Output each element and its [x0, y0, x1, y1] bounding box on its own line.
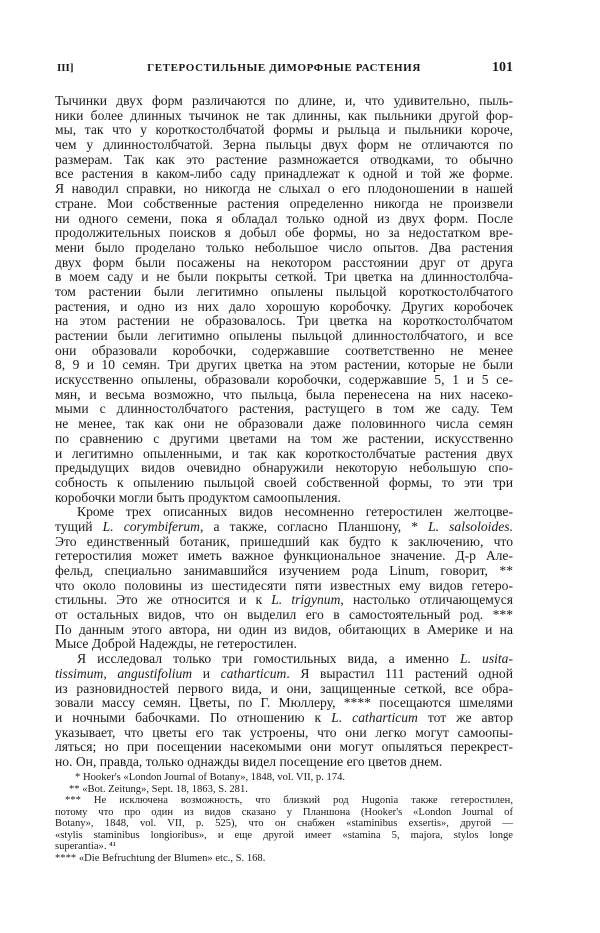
- text-line: [55, 564, 513, 579]
- text-line: [55, 772, 513, 784]
- text-line: [55, 818, 513, 830]
- text-line: [55, 344, 513, 359]
- text-line: [55, 535, 513, 550]
- chapter-title: ГЕТЕРОСТИЛЬНЫЕ ДИМОРФНЫЕ РАСТЕНИЯ: [147, 62, 421, 74]
- text-line: [55, 579, 513, 594]
- text-segment: Это единственный ботаник, пришедший как будто к заключению, что: [55, 533, 513, 549]
- text-segment: Мысе Доброй Надежды, не гетеростилен.: [55, 636, 297, 652]
- text-line: [55, 300, 513, 315]
- text-segment: по сравнению с другими цветами на том же растении, искусственно: [55, 430, 513, 446]
- italic-text: L. corymbiferum: [102, 518, 200, 534]
- text-segment: * Hooker's «London Journal of Botany», 1848, vol. VII, p. 174.: [75, 772, 346, 783]
- text-segment: . Я вырастил 111 растений одной: [286, 665, 513, 681]
- text-segment: , настолько отличающемуся: [340, 592, 513, 608]
- text-segment: искусственно опылены, образовали коробочки, содержавшие 5, 1 и 5 се-: [55, 372, 513, 388]
- text-segment: superantia». ⁴¹: [55, 841, 116, 852]
- text-segment: , а также, согласно Планшону, *: [199, 518, 429, 534]
- italic-text: L. usita-: [460, 651, 514, 667]
- text-segment: чем у длинностолбчатой. Зерна пыльцы двух форм не отличаются по: [55, 137, 513, 153]
- page-number: 101: [492, 60, 513, 75]
- text-line: [55, 667, 513, 682]
- text-segment: размерам. Так как это растение размножается отводками, то обычно: [55, 151, 513, 167]
- footnote: [55, 784, 513, 796]
- text-line: [55, 853, 513, 865]
- text-line: [55, 388, 513, 403]
- text-segment: стране. Мои собственные растения определенно никогда не произвели: [55, 195, 513, 211]
- text-line: [55, 652, 513, 667]
- text-segment: и ночными бабочками. По отношению к: [55, 709, 332, 725]
- text-line: [55, 637, 513, 652]
- text-segment: указывает, что цветы его так устроены, что они легко могут самоопы-: [55, 724, 513, 740]
- text-line: [55, 417, 513, 432]
- text-segment: По данным этого автора, ни один из видов, обитающих в Америке и на: [55, 621, 513, 637]
- text-segment: от остальных видов, что он выделил его в самостоятельный род. ***: [55, 607, 513, 623]
- section-marker: III]: [57, 62, 74, 74]
- text-line: [55, 696, 513, 711]
- text-segment: они образовали коробочки, содержавшие соответственно не менее: [55, 342, 513, 358]
- italic-text: tissimum, angustifolium: [55, 665, 193, 681]
- text-segment: мян, и весьма возможно, что пыльца, была перенесена на них насеко-: [55, 386, 513, 402]
- text-line: [55, 167, 513, 182]
- text-line: [55, 270, 513, 285]
- text-line: [55, 256, 513, 271]
- text-line: [55, 795, 513, 807]
- text-line: [55, 153, 513, 168]
- footnote: [55, 795, 513, 853]
- text-line: [55, 593, 513, 608]
- text-line: [55, 505, 513, 520]
- text-line: [55, 830, 513, 842]
- text-line: [55, 94, 513, 109]
- text-segment: коробочки могли быть продуктом самоопыления.: [55, 489, 341, 505]
- text-segment: но. Он, правда, только однажды видел посещение его цветов днем.: [55, 753, 443, 769]
- text-line: [55, 432, 513, 447]
- text-line: [55, 711, 513, 726]
- paragraph: [55, 505, 513, 652]
- text-segment: двух форм были посажены на некотором расстоянии друг от друга: [55, 254, 513, 270]
- text-segment: Кроме трех описанных видов несомненно гетеростилен желтоцве-: [77, 504, 513, 520]
- footnote: [55, 853, 513, 865]
- text-segment: ляться; но при посещении насекомыми они могут опыляться перекрест-: [55, 739, 513, 755]
- text-line: [55, 549, 513, 564]
- text-line: [55, 447, 513, 462]
- text-segment: Я исследовал только три гомостильных вида, а именно: [77, 651, 461, 667]
- text-line: [55, 358, 513, 373]
- text-line: [55, 212, 513, 227]
- text-line: [55, 520, 513, 535]
- text-segment: не менее, так как они не образовали даже половинного числа семян: [55, 416, 513, 432]
- body-text: [55, 94, 513, 770]
- text-line: [55, 226, 513, 241]
- text-segment: мы, так что у короткостолбчатой формы и рыльца и пыльники короче,: [55, 122, 513, 138]
- text-segment: растении были легитимно опылены пыльцой длинностолбчатого, и все: [55, 328, 513, 343]
- text-segment: 8, 9 и 10 семян. Три других цветка на этом растении, которые не были: [55, 357, 513, 373]
- text-segment: продолжительных поисков я добыл обе формы, но за недостатком вре-: [55, 225, 513, 241]
- footnotes: [55, 772, 513, 864]
- text-line: [55, 314, 513, 329]
- text-segment: зовали массу семян. Цветы, по Г. Мюллеру, **** посещаются шмелями: [55, 695, 513, 711]
- running-header: [55, 61, 513, 77]
- text-segment: Botany», 1848, vol. VII, p. 525), что он снабжен «staminibus exsertis», другой —: [55, 818, 513, 829]
- text-line: [55, 476, 513, 491]
- text-line: [55, 241, 513, 256]
- text-line: [55, 402, 513, 417]
- text-segment: из разновидностей первого вида, и они, защищенные сеткой, все обра-: [55, 680, 513, 696]
- text-line: [55, 608, 513, 623]
- text-line: [55, 182, 513, 197]
- italic-text: L. catharticum: [331, 709, 418, 725]
- text-segment: «stylis staminibus longioribus», и еще другой имеет «stamina 5, majora, stylos longe: [55, 829, 513, 841]
- text-line: [55, 807, 513, 819]
- text-line: [55, 726, 513, 741]
- footnote: [55, 772, 513, 784]
- text-segment: **** «Die Befruchtung der Blumen» etc., S. 168.: [55, 852, 266, 864]
- text-segment: Тычинки двух форм различаются по длине, и, что удивительно, пыль-: [55, 93, 513, 108]
- text-segment: на этом растении не образовалось. Три цветка на короткостолбчатом: [55, 313, 513, 329]
- text-line: [55, 109, 513, 124]
- text-line: [55, 841, 513, 853]
- text-segment: и легитимно опыленными, и так как короткостолбчатые растения двух: [55, 445, 513, 461]
- text-segment: ** «Bot. Zeitung», Sept. 18, 1863, S. 281.: [69, 783, 248, 795]
- text-line: [55, 740, 513, 755]
- text-segment: тущий: [55, 518, 103, 534]
- italic-text: catharticum: [220, 665, 287, 681]
- italic-text: L. trigynum: [271, 592, 341, 608]
- text-line: [55, 491, 513, 506]
- text-segment: в моем саду и не были покрыты сеткой. Три цветка на длинностолбча-: [55, 269, 513, 285]
- text-segment: *** Не исключена возможность, что близкий род Hugonia также гетеростилен,: [65, 795, 513, 806]
- text-line: [55, 123, 513, 138]
- text-segment: мени было проделано только небольшое число опытов. Два растения: [55, 239, 513, 255]
- text-line: [55, 138, 513, 153]
- italic-text: L. salsoloides.: [428, 518, 513, 534]
- text-line: [55, 682, 513, 697]
- paragraph: [55, 94, 513, 505]
- text-line: [55, 784, 513, 796]
- text-segment: предыдущих видов очевидно обнаружили некоторую небольшую спо-: [55, 460, 513, 476]
- text-segment: что около половины из шестидесяти пяти известных ему видов гетеро-: [55, 577, 513, 593]
- text-segment: том растении были легитимно опылены пыльцой короткостолбчатого: [55, 283, 513, 299]
- text-line: [55, 373, 513, 388]
- text-segment: и: [192, 665, 221, 681]
- text-segment: мыми с длинностолбчатого растения, растущего в том же саду. Тем: [55, 401, 513, 417]
- text-segment: тот же автор: [417, 709, 513, 725]
- paragraph: [55, 652, 513, 770]
- text-segment: Я наводил справки, но никогда не слыхал о его плодоношении в нашей: [55, 181, 513, 197]
- text-segment: все растения в каком-либо саду принадлежат к одной и той же форме.: [55, 166, 513, 182]
- text-line: [55, 461, 513, 476]
- text-segment: фельд, специально занимавшийся изучением рода Linum, говорит, **: [55, 563, 513, 578]
- text-segment: стильны. Это же относится и к: [55, 592, 272, 608]
- text-segment: гетеростилия может иметь важное функциональное значение. Д-р Але-: [55, 548, 513, 564]
- text-line: [55, 755, 513, 770]
- text-segment: ники более длинных тычинок не так длинны, как пыльники другой фор-: [55, 107, 513, 123]
- text-segment: потому что про один из видов сказано у Планшона (Hooker's «London Journal of: [55, 806, 513, 818]
- text-segment: собность к опылению пыльцой своей собственной формы, то эти три: [55, 474, 513, 490]
- text-segment: растения, и одно из них дало хорошую коробочку. Других коробочек: [55, 298, 513, 314]
- text-line: [55, 197, 513, 212]
- text-line: [55, 623, 513, 638]
- text-segment: ни одного семени, пока я обладал только одной из двух форм. После: [55, 210, 513, 226]
- text-line: [55, 285, 513, 300]
- text-line: [55, 329, 513, 344]
